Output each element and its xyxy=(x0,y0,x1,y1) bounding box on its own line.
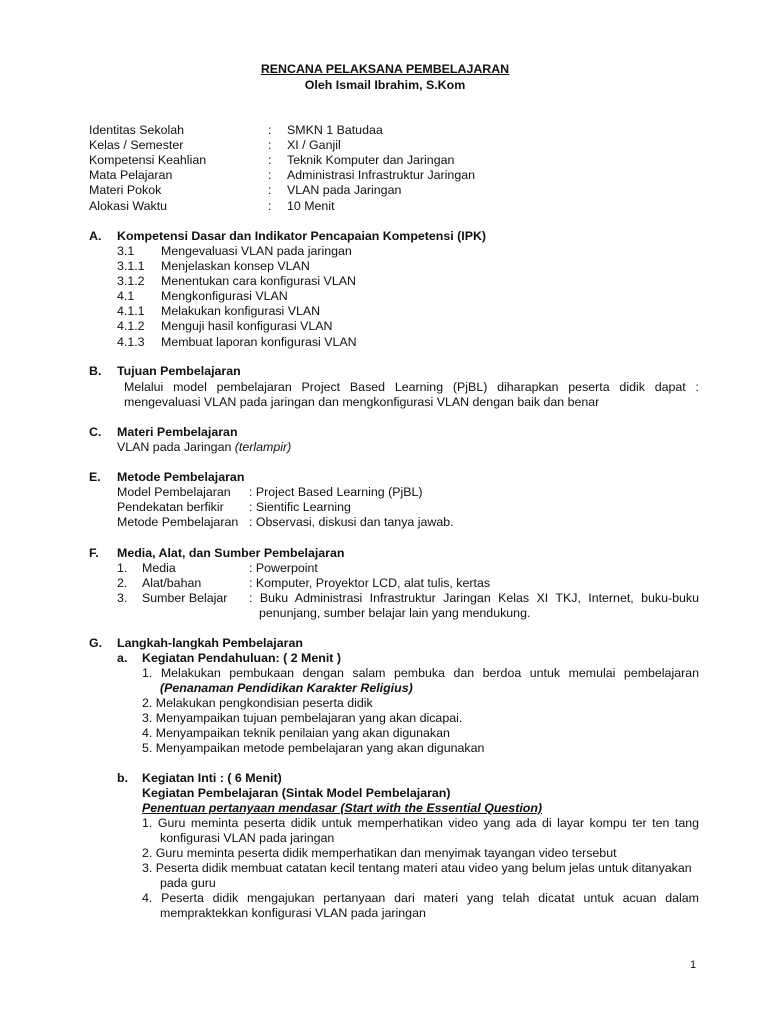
step-item: 2. Melakukan pengkondisian peserta didik xyxy=(142,696,373,710)
identity-label: Identitas Sekolah xyxy=(89,123,185,137)
step-item: 2. Guru meminta peserta didik memperhatikan dan menyimak tayangan video tersebut xyxy=(142,846,617,860)
kd-text: Menjelaskan konsep VLAN xyxy=(161,259,310,273)
identity-value: XI / Ganjil xyxy=(287,138,341,152)
step-item: 3. Peserta didik membuat catatan kecil tentang materi atau video yang belum jelas untuk ditanyakan xyxy=(142,861,692,875)
media-label: Sumber Belajar xyxy=(142,591,228,605)
identity-colon: : xyxy=(268,138,272,152)
subsection-letter: a. xyxy=(117,651,128,665)
method-value: : Sientific Learning xyxy=(249,500,351,514)
section-title: Media, Alat, dan Sumber Pembelajaran xyxy=(117,546,345,560)
kd-number: 3.1.2 xyxy=(117,274,145,288)
identity-value: Teknik Komputer dan Jaringan xyxy=(287,153,455,167)
material-text: VLAN pada Jaringan xyxy=(117,440,235,454)
kd-number: 4.1.2 xyxy=(117,319,145,333)
phase-heading: Penentuan pertanyaan mendasar (Start with the Essential Question) xyxy=(142,801,543,815)
method-label: Model Pembelajaran xyxy=(117,485,231,499)
kd-number: 4.1.1 xyxy=(117,304,145,318)
section-title: Langkah-langkah Pembelajaran xyxy=(117,636,303,650)
step-item: 4. Menyampaikan teknik penilaian yang akan digunakan xyxy=(142,726,450,740)
section-letter: A. xyxy=(89,229,102,243)
media-number: 2. xyxy=(117,576,128,590)
section-title: Kompetensi Dasar dan Indikator Pencapaian Kompetensi (IPK) xyxy=(117,229,487,243)
identity-label: Kompetensi Keahlian xyxy=(89,153,207,167)
identity-label: Kelas / Semester xyxy=(89,138,184,152)
section-title: Tujuan Pembelajaran xyxy=(117,364,241,378)
section-letter: F. xyxy=(89,546,99,560)
method-label: Pendekatan berfikir xyxy=(117,500,224,514)
method-value: : Observasi, diskusi dan tanya jawab. xyxy=(249,515,454,529)
media-value: : Komputer, Proyektor LCD, alat tulis, kertas xyxy=(249,576,491,590)
objective-line: mengevaluasi VLAN pada jaringan dan mengkonfigurasi VLAN dengan baik dan benar xyxy=(124,395,600,409)
step-item: 4. Peserta didik mengajukan pertanyaan dari materi yang telah dicatat untuk acuan dalam xyxy=(142,891,699,905)
kd-number: 3.1 xyxy=(117,244,135,258)
kd-text: Membuat laporan konfigurasi VLAN xyxy=(161,335,357,349)
material-note: (terlampir) xyxy=(234,440,292,454)
step-item-continued: mempraktekkan konfigurasi VLAN pada jaringan xyxy=(160,906,426,920)
subsection-letter: b. xyxy=(117,771,129,785)
kd-number: 4.1 xyxy=(117,289,135,303)
kd-number: 3.1.1 xyxy=(117,259,145,273)
material-line xyxy=(117,440,291,455)
kd-number: 4.1.3 xyxy=(117,335,145,349)
kd-text: Menguji hasil konfigurasi VLAN xyxy=(161,319,333,333)
identity-label: Alokasi Waktu xyxy=(89,199,168,213)
identity-value: SMKN 1 Batudaa xyxy=(287,123,383,137)
media-value: : Buku Administrasi Infrastruktur Jaringan Kelas XI TKJ, Internet, buku-buku xyxy=(249,591,699,605)
section-letter: E. xyxy=(89,470,101,484)
kd-text: Menentukan cara konfigurasi VLAN xyxy=(161,274,356,288)
page-number: 1 xyxy=(690,959,697,971)
step-item-continued: konfigurasi VLAN pada jaringan xyxy=(160,831,335,845)
step-item: 3. Menyampaikan tujuan pembelajaran yang akan dicapai. xyxy=(142,711,463,725)
identity-colon: : xyxy=(268,168,272,182)
media-number: 3. xyxy=(117,591,128,605)
media-number: 1. xyxy=(117,561,128,575)
document-author: Oleh Ismail Ibrahim, S.Kom xyxy=(304,78,466,92)
section-title: Metode Pembelajaran xyxy=(117,470,245,484)
step-note: (Penanaman Pendidikan Karakter Religius) xyxy=(160,681,413,695)
section-letter: C. xyxy=(89,425,102,439)
method-value: : Project Based Learning (PjBL) xyxy=(249,485,423,499)
media-value: : Powerpoint xyxy=(249,561,318,575)
objective-line: Melalui model pembelajaran Project Based Learning (PjBL) diharapkan peserta didik dapat : xyxy=(124,380,699,394)
identity-colon: : xyxy=(268,123,272,137)
step-item: 1. Guru meminta peserta didik untuk memperhatikan video yang ada di layar kompu ter ten tang xyxy=(142,816,699,830)
identity-value: VLAN pada Jaringan xyxy=(287,183,402,197)
step-item: 5. Menyampaikan metode pembelajaran yang akan digunakan xyxy=(142,741,485,755)
media-label: Media xyxy=(142,561,176,575)
identity-colon: : xyxy=(268,153,272,167)
document-title: RENCANA PELAKSANA PEMBELAJARAN xyxy=(260,62,510,76)
subsection-subtitle: Kegiatan Pembelajaran (Sintak Model Pembelajaran) xyxy=(142,786,451,800)
step-item: 1. Melakukan pembukaan dengan salam pembuka dan berdoa untuk memulai pembelajaran xyxy=(142,666,699,680)
section-letter: B. xyxy=(89,364,102,378)
identity-value: Administrasi Infrastruktur Jaringan xyxy=(287,168,475,182)
identity-colon: : xyxy=(268,183,272,197)
subsection-title: Kegiatan Pendahuluan: ( 2 Menit ) xyxy=(142,651,341,665)
method-label: Metode Pembelajaran xyxy=(117,515,239,529)
step-item-continued: pada guru xyxy=(160,876,216,890)
subsection-title: Kegiatan Inti : ( 6 Menit) xyxy=(142,771,282,785)
identity-label: Mata Pelajaran xyxy=(89,168,173,182)
section-letter: G. xyxy=(89,636,103,650)
kd-text: Melakukan konfigurasi VLAN xyxy=(161,304,321,318)
media-label: Alat/bahan xyxy=(142,576,202,590)
kd-text: Mengkonfigurasi VLAN xyxy=(161,289,288,303)
kd-text: Mengevaluasi VLAN pada jaringan xyxy=(161,244,352,258)
media-value-continued: penunjang, sumber belajar lain yang mendukung. xyxy=(259,606,531,620)
identity-label: Materi Pokok xyxy=(89,183,162,197)
section-title: Materi Pembelajaran xyxy=(117,425,238,439)
identity-colon: : xyxy=(268,199,272,213)
identity-value: 10 Menit xyxy=(287,199,335,213)
